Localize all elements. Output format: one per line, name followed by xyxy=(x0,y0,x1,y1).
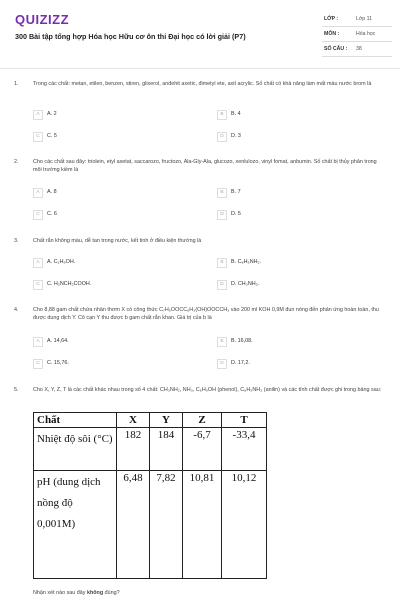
meta-key: MÔN : xyxy=(322,27,354,42)
option-letter-box: D xyxy=(217,132,227,142)
option-c[interactable] xyxy=(33,359,183,369)
option-label: A. C₂H₅OH. xyxy=(47,259,76,265)
table-cell: 7,82 xyxy=(150,471,183,579)
table-cell: -33,4 xyxy=(222,428,267,471)
question-number: 4. xyxy=(14,307,19,313)
option-d[interactable] xyxy=(217,280,367,290)
option-letter-box: B xyxy=(217,188,227,198)
table-header-cell: Z xyxy=(183,413,222,428)
properties-table xyxy=(33,412,267,579)
option-b[interactable] xyxy=(217,337,367,347)
option-label: D. CH₃NH₂. xyxy=(231,281,260,287)
option-letter-box: A xyxy=(33,337,43,347)
table-header-row xyxy=(34,413,267,428)
option-letter-box: D xyxy=(217,210,227,220)
option-d[interactable] xyxy=(217,132,367,142)
table-row xyxy=(34,428,267,471)
option-label: B. 16,08. xyxy=(231,338,253,344)
option-letter-box: C xyxy=(33,210,43,220)
table-cell: 10,81 xyxy=(183,471,222,579)
table-header-cell: X xyxy=(117,413,150,428)
option-label: D. 3 xyxy=(231,133,241,139)
option-a[interactable] xyxy=(33,188,183,198)
option-letter-box: C xyxy=(33,359,43,369)
question-number: 2. xyxy=(14,159,19,165)
option-label: B. 4 xyxy=(231,111,241,117)
table-row-label: pH (dung dịch nồng độ 0,001M) xyxy=(34,471,117,579)
option-d[interactable] xyxy=(217,210,367,220)
option-letter-box: A xyxy=(33,258,43,268)
option-b[interactable] xyxy=(217,110,367,120)
option-a[interactable] xyxy=(33,258,183,268)
option-letter-box: B xyxy=(217,337,227,347)
meta-row-class xyxy=(322,12,392,27)
meta-value: Lớp 11 xyxy=(354,12,392,27)
table-cell: 10,12 xyxy=(222,471,267,579)
meta-value: Hóa học xyxy=(354,27,392,42)
option-label: C. H₂NCH₂COOH. xyxy=(47,281,92,287)
option-a[interactable] xyxy=(33,110,183,120)
question-number: 5. xyxy=(14,387,19,393)
option-label: A. 14,64. xyxy=(47,338,69,344)
table-row xyxy=(34,471,267,579)
question-text: Trong các chất: metan, etilen, benzen, stiren, glixerol, anđehit axetic, đimetyl ete, axit acrylic. Số chất có khả năng làm mất màu nước brom là xyxy=(33,81,372,87)
option-letter-box: B xyxy=(217,110,227,120)
document-title: 300 Bài tập tổng hợp Hóa học Hữu cơ ôn thi Đại học có lời giải (P7) xyxy=(15,32,246,41)
meta-value: 38 xyxy=(354,42,392,57)
option-label: B. C₆H₅NH₂. xyxy=(231,259,262,265)
meta-row-subject xyxy=(322,27,392,42)
option-c[interactable] xyxy=(33,132,183,142)
meta-key: SỐ CÂU : xyxy=(322,42,354,57)
table-cell: 182 xyxy=(117,428,150,471)
table-cell: 6,48 xyxy=(117,471,150,579)
question-5-prompt xyxy=(33,590,120,596)
quizizz-logo: QUIZIZZ xyxy=(15,12,70,27)
prompt-suffix: đúng? xyxy=(103,590,120,596)
option-label: A. 8 xyxy=(47,189,57,195)
table-cell: -6,7 xyxy=(183,428,222,471)
option-c[interactable] xyxy=(33,280,183,290)
question-number: 1. xyxy=(14,81,19,87)
option-label: D. 17,2. xyxy=(231,360,250,366)
option-a[interactable] xyxy=(33,337,183,347)
option-b[interactable] xyxy=(217,258,367,268)
meta-table xyxy=(322,12,392,57)
prompt-emphasis: không xyxy=(86,590,104,596)
question-text: Cho các chất sau đây: triolein, etyl axetat, saccarozo, fructozo, Ala-Gly-Ala, glucozo, xenlulozo, vinyl fomat, anbumin. Số chất bị thủy phân trong môi trường kiềm là xyxy=(33,159,377,173)
option-letter-box: C xyxy=(33,280,43,290)
meta-row-count xyxy=(322,42,392,57)
table-header-cell: Y xyxy=(150,413,183,428)
option-c[interactable] xyxy=(33,210,183,220)
option-label: D. 5 xyxy=(231,211,241,217)
option-letter-box: D xyxy=(217,359,227,369)
option-d[interactable] xyxy=(217,359,367,369)
option-label: C. 6 xyxy=(47,211,57,217)
option-letter-box: A xyxy=(33,188,43,198)
table-header-cell: Chất xyxy=(34,413,117,428)
page-header xyxy=(0,0,400,68)
question-text: Cho X, Y, Z, T là các chất khác nhau trong số 4 chất: CH₃NH₂, NH₃, C₆H₅OH (phenol), C₆H₅NH₂ (anilin) và các tính chất được ghi trong bảng sau: xyxy=(33,387,382,393)
table-header-cell: T xyxy=(222,413,267,428)
question-text: Chất rắn không màu, dễ tan trong nước, kết tinh ở điều kiện thường là xyxy=(33,238,202,244)
meta-key: LỚP : xyxy=(322,12,354,27)
question-text: Cho 8,88 gam chất chứa nhân thơm X có công thức C₇H₅OOCC₆H₃(OH)OOCCH₃ vào 200 ml KOH 0,9M đun nóng đến phản ứng hoàn toàn, thu được dung dịch Y. Cô cạn Y thu được b gam chất rắn khan. Giá trị của b là xyxy=(33,307,379,321)
header-divider xyxy=(0,68,400,69)
option-label: C. 15,76. xyxy=(47,360,69,366)
option-label: C. 5 xyxy=(47,133,57,139)
option-letter-box: C xyxy=(33,132,43,142)
option-letter-box: D xyxy=(217,280,227,290)
option-letter-box: B xyxy=(217,258,227,268)
table-cell: 184 xyxy=(150,428,183,471)
option-label: A. 2 xyxy=(47,111,57,117)
question-number: 3. xyxy=(14,238,19,244)
table-row-label: Nhiệt độ sôi (°C) xyxy=(34,428,117,471)
option-label: B. 7 xyxy=(231,189,241,195)
prompt-prefix: Nhận xét nào sau đây xyxy=(33,590,87,596)
option-letter-box: A xyxy=(33,110,43,120)
option-b[interactable] xyxy=(217,188,367,198)
